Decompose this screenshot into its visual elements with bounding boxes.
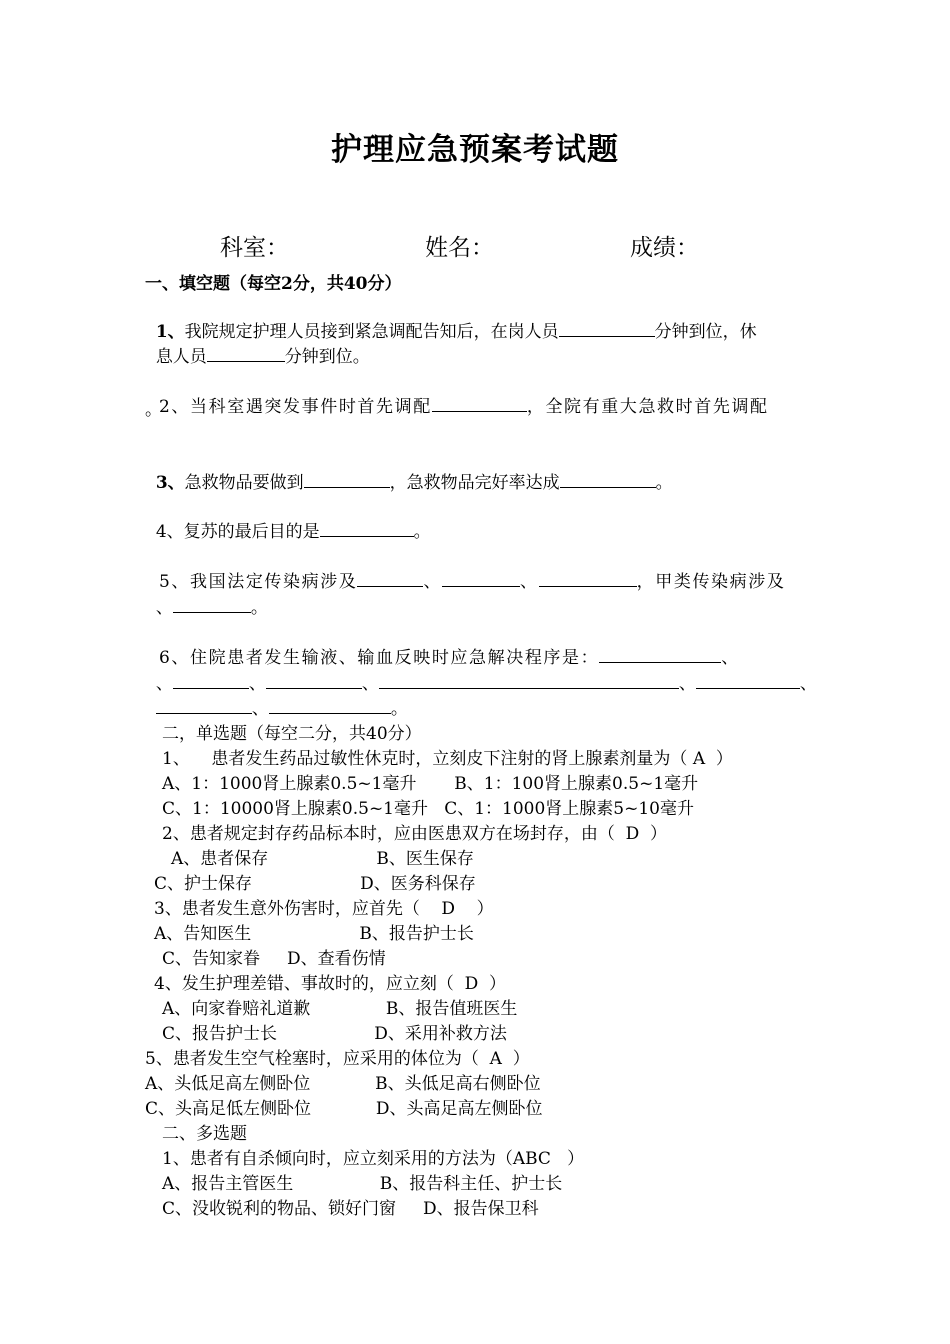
separator: 、 (678, 674, 696, 694)
answer-blank[interactable] (304, 473, 390, 488)
multi-choice-line: A、报告主管医生 B、报告科主任、护士长 (162, 1174, 563, 1194)
separator: 、 (721, 648, 740, 668)
single-choice-line: C、护士保存 D、医务科保存 (154, 874, 476, 894)
question-4-line (145, 499, 431, 543)
answer-blank[interactable] (269, 699, 391, 714)
single-choice-line: 3、患者发生意外伤害时，应首先（ D ） (154, 899, 494, 919)
question-2-text-a: 2、当科室遇突发事件时首先调配 (159, 397, 432, 417)
question-3-text-a: 急救物品要做到 (184, 473, 304, 493)
question-2-text-b: ，全院有重大急救时首先调配 (526, 397, 769, 417)
single-choice-line: 1、 患者发生药品过敏性休克时，立刻皮下注射的肾上腺素剂量为（ A ） (162, 749, 733, 769)
single-choice-line: A、患者保存 B、医生保存 (171, 849, 474, 869)
exam-title: 护理应急预案考试题 (331, 132, 619, 168)
question-6-text-a: 6、住院患者发生输液、输血反映时应急解决程序是： (159, 648, 600, 668)
separator: 、 (155, 674, 173, 694)
multi-choice-line: 1、患者有自杀倾向时，应立刻采用的方法为（ABC ） (162, 1149, 585, 1169)
answer-blank[interactable] (560, 473, 656, 488)
separator: 、 (423, 572, 443, 592)
single-choice-line: A、向家眷赔礼道歉 B、报告值班医生 (162, 999, 518, 1019)
question-3-text-b: ，急救物品完好率达成 (389, 473, 560, 493)
question-1-text-b: 分钟到位，休 (654, 322, 757, 342)
answer-blank[interactable] (379, 674, 679, 689)
question-5-text-b: ，甲类传染病涉及 (636, 572, 786, 592)
score-label: 成绩： (630, 235, 699, 261)
separator: 、 (248, 674, 266, 694)
question-3-line (145, 450, 673, 494)
answer-blank[interactable] (539, 572, 637, 587)
answer-blank[interactable] (320, 522, 414, 537)
single-choice-line: C、1：10000肾上腺素0.5~1毫升 C、1：1000肾上腺素5~10毫升 (162, 799, 694, 819)
single-choice-line: C、报告护士长 D、采用补救方法 (162, 1024, 507, 1044)
department-label: 科室： (220, 235, 289, 261)
question-2-line-2: 。 (145, 400, 162, 420)
single-choice-line: C、告知家眷 D、查看伤情 (162, 949, 386, 969)
question-2-line-1 (145, 374, 769, 418)
single-choice-line: 5、患者发生空气栓塞时，应采用的体位为（ A ） (145, 1049, 530, 1069)
single-choice-line: A、1：1000肾上腺素0.5~1毫升 B、1：100肾上腺素0.5~1毫升 (162, 774, 699, 794)
question-1-line-2 (145, 324, 370, 368)
separator: 、 (361, 674, 379, 694)
question-3-number: 3、 (155, 473, 185, 493)
section1-heading: 一、填空题（每空2分，共40分） (145, 274, 402, 294)
single-choice-line: A、头低足高左侧卧位 B、头低足高右侧卧位 (145, 1074, 541, 1094)
question-5-text-d: 。 (250, 598, 268, 618)
question-1-text-d: 分钟到位。 (284, 347, 370, 367)
answer-blank[interactable] (173, 598, 251, 613)
question-5-text-c: 、 (155, 598, 173, 618)
separator: 、 (251, 699, 269, 719)
separator: 、 (799, 674, 817, 694)
question-6-line-3 (145, 676, 408, 720)
multi-choice-line: C、没收锐利的物品、锁好门窗 D、报告保卫科 (162, 1199, 539, 1219)
answer-blank[interactable] (442, 572, 520, 587)
answer-blank[interactable] (432, 397, 527, 412)
answer-blank[interactable] (156, 699, 252, 714)
single-choice-line: 4、发生护理差错、事故时的，应立刻（ D ） (154, 974, 507, 994)
answer-blank[interactable] (357, 572, 423, 587)
section2-heading: 二，单选题（每空二分，共40分） (162, 724, 422, 744)
question-1-text-c: 息人员 (155, 347, 207, 367)
single-choice-line: 2、患者规定封存药品标本时，应由医患双方在场封存，由（ D ） (162, 824, 668, 844)
name-label: 姓名： (425, 235, 494, 261)
question-5-text-a: 5、我国法定传染病涉及 (159, 572, 358, 592)
question-5-line-2 (145, 575, 268, 619)
answer-blank[interactable] (559, 322, 655, 337)
question-1-text-a: 我院规定护理人员接到紧急调配告知后，在岗人员 (184, 322, 559, 342)
single-choice-line: A、告知医生 B、报告护士长 (154, 924, 474, 944)
answer-blank[interactable] (207, 347, 285, 362)
single-choice-line: C、头高足低左侧卧位 D、头高足高左侧卧位 (145, 1099, 543, 1119)
section3-heading: 二、多选题 (162, 1124, 247, 1144)
question-1-number: 1、 (155, 322, 185, 342)
answer-blank[interactable] (696, 674, 800, 689)
question-4-text-b: 。 (413, 522, 431, 542)
question-4-text-a: 4、复苏的最后目的是 (155, 522, 320, 542)
separator: 、 (520, 572, 539, 592)
question-3-text-c: 。 (655, 473, 673, 493)
question-6-end: 。 (390, 699, 408, 719)
